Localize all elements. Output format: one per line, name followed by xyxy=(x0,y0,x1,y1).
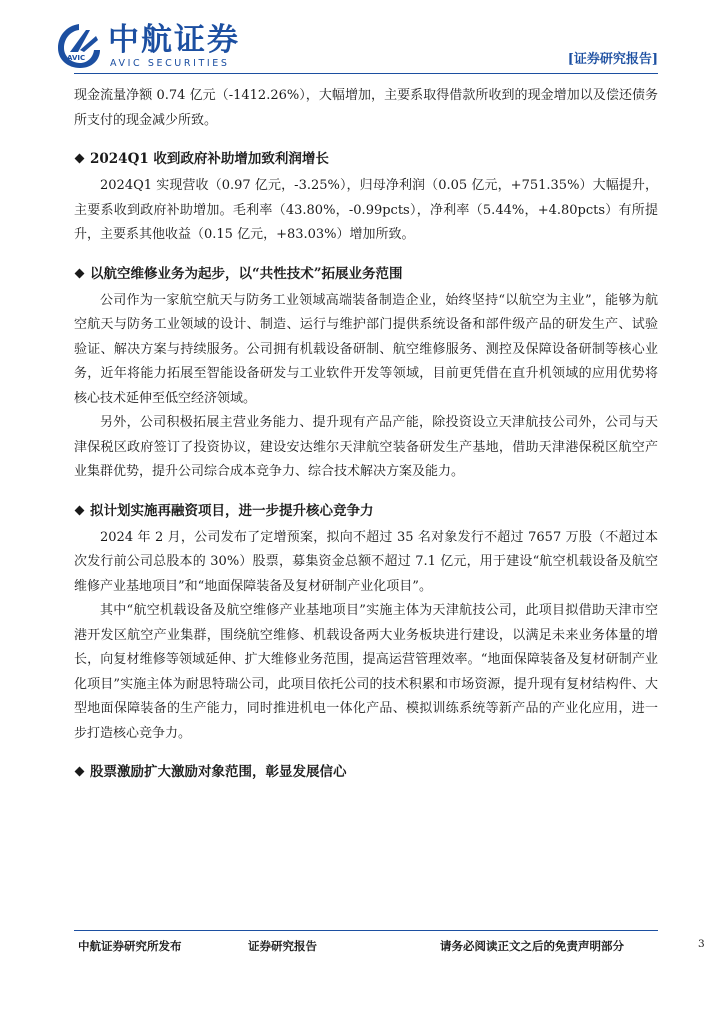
section-heading-refinancing xyxy=(74,500,658,522)
page-footer xyxy=(74,938,714,960)
paragraph-capacity-expansion: 另外，公司积极拓展主营业务能力、提升现有产品产能，除投资设立天津航技公司外，公司与天津保税区政府签订了投资协议，建设安达维尔天津航空装备研发生产基地，借助天津港保税区航空产业集群优势，提升公司综合成本竞争力、综合技术解决方案及能力。 xyxy=(74,415,658,479)
diamond-bullet-icon xyxy=(75,767,85,777)
footer-publisher: 中航证券研究所发布 xyxy=(78,939,182,953)
section-heading-text: 股票激励扩大激励对象范围，彰显发展信心 xyxy=(90,764,347,780)
report-body xyxy=(74,84,658,783)
company-logo xyxy=(56,22,266,74)
header-divider xyxy=(74,73,658,74)
diamond-bullet-icon xyxy=(75,154,85,164)
section-heading-2024q1 xyxy=(74,148,658,170)
paragraph-private-placement: 2024 年 2 月，公司发布了定增预案，拟向不超过 35 名对象发行不超过 7657 万股（不超过本次发行前公司总股本的 30%）股票，募集资金总额不超过 7.1 亿元，用于建设“航空机载设备及航空维修产业基地项目”和“地面保障装备及复材研制产业化项目”。 xyxy=(74,529,658,594)
diamond-bullet-icon xyxy=(75,268,85,278)
avic-emblem-text: AVIC xyxy=(67,54,86,62)
page-header xyxy=(0,0,724,80)
section-heading-business xyxy=(74,263,658,285)
logo-chinese-name: 中航证券 xyxy=(108,22,240,58)
footer-divider xyxy=(74,930,658,931)
avic-emblem-icon xyxy=(56,22,102,70)
paragraph-company-profile: 公司作为一家航空航天与防务工业领域高端装备制造企业，始终坚持“以航空为主业”，能够为航空航天与防务工业领域的设计、制造、运行与维护部门提供系统设备和部件级产品的研发生产、试验验证、解决方案与持续服务。公司拥有机载设备研制、航空维修服务、测控及保障设备研制等核心业务，近年将能力拓展至智能设备研发与工业软件开发等领域，目前更凭借在直升机领域的应用优势将核心技术延伸至低空经济领域。 xyxy=(74,292,658,406)
section-heading-incentive xyxy=(74,761,658,783)
footer-report-type: 证券研究报告 xyxy=(248,939,317,953)
diamond-bullet-icon xyxy=(75,505,85,515)
page-number: 3 xyxy=(698,938,705,950)
footer-disclaimer-note: 请务必阅读正文之后的免责声明部分 xyxy=(440,939,624,953)
section-heading-text: 以航空维修业务为起步，以“共性技术”拓展业务范围 xyxy=(90,265,403,282)
paragraph-q1-results: 2024Q1 实现营收（0.97 亿元，-3.25%），归母净利润（0.05 亿元，+751.35%）大幅提升，主要系收到政府补助增加。毛利率（43.80%，-0.99pcts），净利率（5.44%，+4.80pcts）有所提升，主要系其他收益（0.15 亿元，+83.03%）增加所致。 xyxy=(74,178,658,242)
paragraph-projects-detail: 其中“航空机载设备及航空维修产业基地项目”实施主体为天津航技公司，此项目拟借助天津市空港开发区航空产业集群，围绕航空维修、机载设备两大业务板块进行建设，以满足未来业务体量的增长，向复材维修等领域延伸、扩大维修业务范围，提高运营管理效率。“地面保障装备及复材研制产业化项目”实施主体为耐思特瑞公司，此项目依托公司的技术积累和市场资源，提升现有复材结构件、大型地面保障装备的生产能力，同时推进机电一体化产品、模拟训练系统等新产品的产业化应用，进一步打造核心竞争力。 xyxy=(74,603,658,741)
section-heading-text: 拟计划实施再融资项目，进一步提升核心竞争力 xyxy=(90,502,374,519)
logo-english-name: AVIC SECURITIES xyxy=(110,58,230,69)
section-heading-text: 2024Q1 收到政府补助增加致利润增长 xyxy=(90,151,329,167)
paragraph-cashflow: 现金流量净额 0.74 亿元（-1412.26%），大幅增加，主要系取得借款所收到的现金增加以及偿还债务所支付的现金减少所致。 xyxy=(74,88,658,128)
report-type-tag: [证券研究报告] xyxy=(567,52,658,67)
